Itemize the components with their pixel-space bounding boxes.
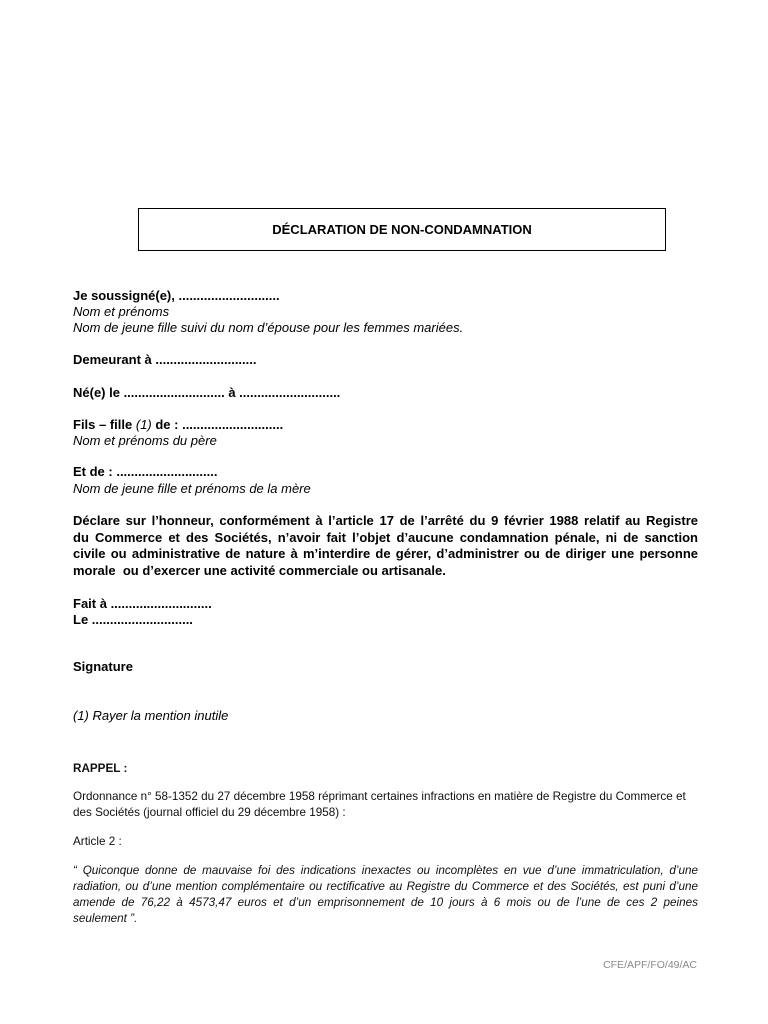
signature-section (73, 659, 698, 676)
declaration-line: civile ou administrative de nature à m’interdire de gérer, d’administrer ou de diriger une personne (73, 546, 698, 562)
reminder-heading: RAPPEL : (73, 762, 128, 775)
mother-section (73, 464, 698, 497)
father-field-label: Fils – fille (73, 417, 136, 432)
declaration-line: morale ou d’exercer une activité commerciale ou artisanale. (73, 562, 446, 578)
father-field (73, 417, 698, 433)
father-section (73, 417, 698, 449)
form-reference-code: CFE/APF/FO/49/AC (603, 959, 697, 971)
article-quote-line: radiation, ou d’une mention complémentaire ou rectificative au Registre du Commerce et des Sociétés, est puni d’une (73, 880, 698, 893)
declarant-field: Je soussigné(e), ............................ (73, 288, 280, 303)
ordinance-line: des Sociétés (journal officiel du 29 décembre 1958) : (73, 806, 346, 819)
date-field: Le ............................ (73, 612, 193, 627)
footnote-text: (1) Rayer la mention inutile (73, 708, 229, 723)
footnote-reference: (1) (135, 417, 152, 432)
place-field: Fait à ............................ (73, 596, 212, 611)
article-quote-line: seulement ”. (73, 912, 138, 925)
birth-field: Né(e) le ............................ à ............................ (73, 385, 341, 400)
declaration-line: Déclare sur l’honneur, conformément à l’article 17 de l’arrêté du 9 février 1988 relatif au Registre (73, 513, 698, 528)
ordinance-line: Ordonnance n° 58-1352 du 27 décembre 1958 réprimant certaines infractions en matière de Registre du Commerce et (73, 790, 686, 803)
declarant-section (73, 288, 698, 336)
declaration-paragraph (73, 513, 698, 579)
mother-field: Et de : ............................ (73, 464, 218, 479)
title-box (138, 208, 666, 251)
signature-label: Signature (73, 659, 133, 674)
father-hint: Nom et prénoms du père (73, 433, 217, 448)
article-quote-line: “ Quiconque donne de mauvaise foi des indications inexactes ou incomplètes en vue d’une immatriculation, d’une (73, 864, 698, 877)
article-quote (73, 863, 698, 927)
declarant-hint-maiden-name: Nom de jeune fille suivi du nom d’épouse pour les femmes mariées. (73, 320, 464, 335)
mother-hint: Nom de jeune fille et prénoms de la mère (73, 480, 311, 496)
place-date-section (73, 596, 698, 628)
article-quote-line: amende de 76,22 à 4573,47 euros et d’un emprisonnement de 10 jours à 6 mois ou de l’une de ces 2 peines (73, 896, 698, 909)
residence-field: Demeurant à ............................ (73, 352, 257, 367)
reminder-section (73, 761, 698, 777)
declaration-line: du Commerce et des Sociétés, n’avoir fait l’objet d’aucune condamnation pénale, ni de sanction (73, 529, 698, 545)
residence-section (73, 352, 698, 369)
father-field-blank: de : ............................ (151, 417, 284, 432)
document-title: DÉCLARATION DE NON-CONDAMNATION (272, 222, 532, 237)
article-label: Article 2 : (73, 835, 122, 848)
declarant-hint-name: Nom et prénoms (73, 304, 170, 319)
birth-section (73, 385, 698, 402)
footnote-section (73, 708, 698, 725)
article-label-section (73, 834, 698, 850)
ordinance-reference (73, 789, 698, 821)
